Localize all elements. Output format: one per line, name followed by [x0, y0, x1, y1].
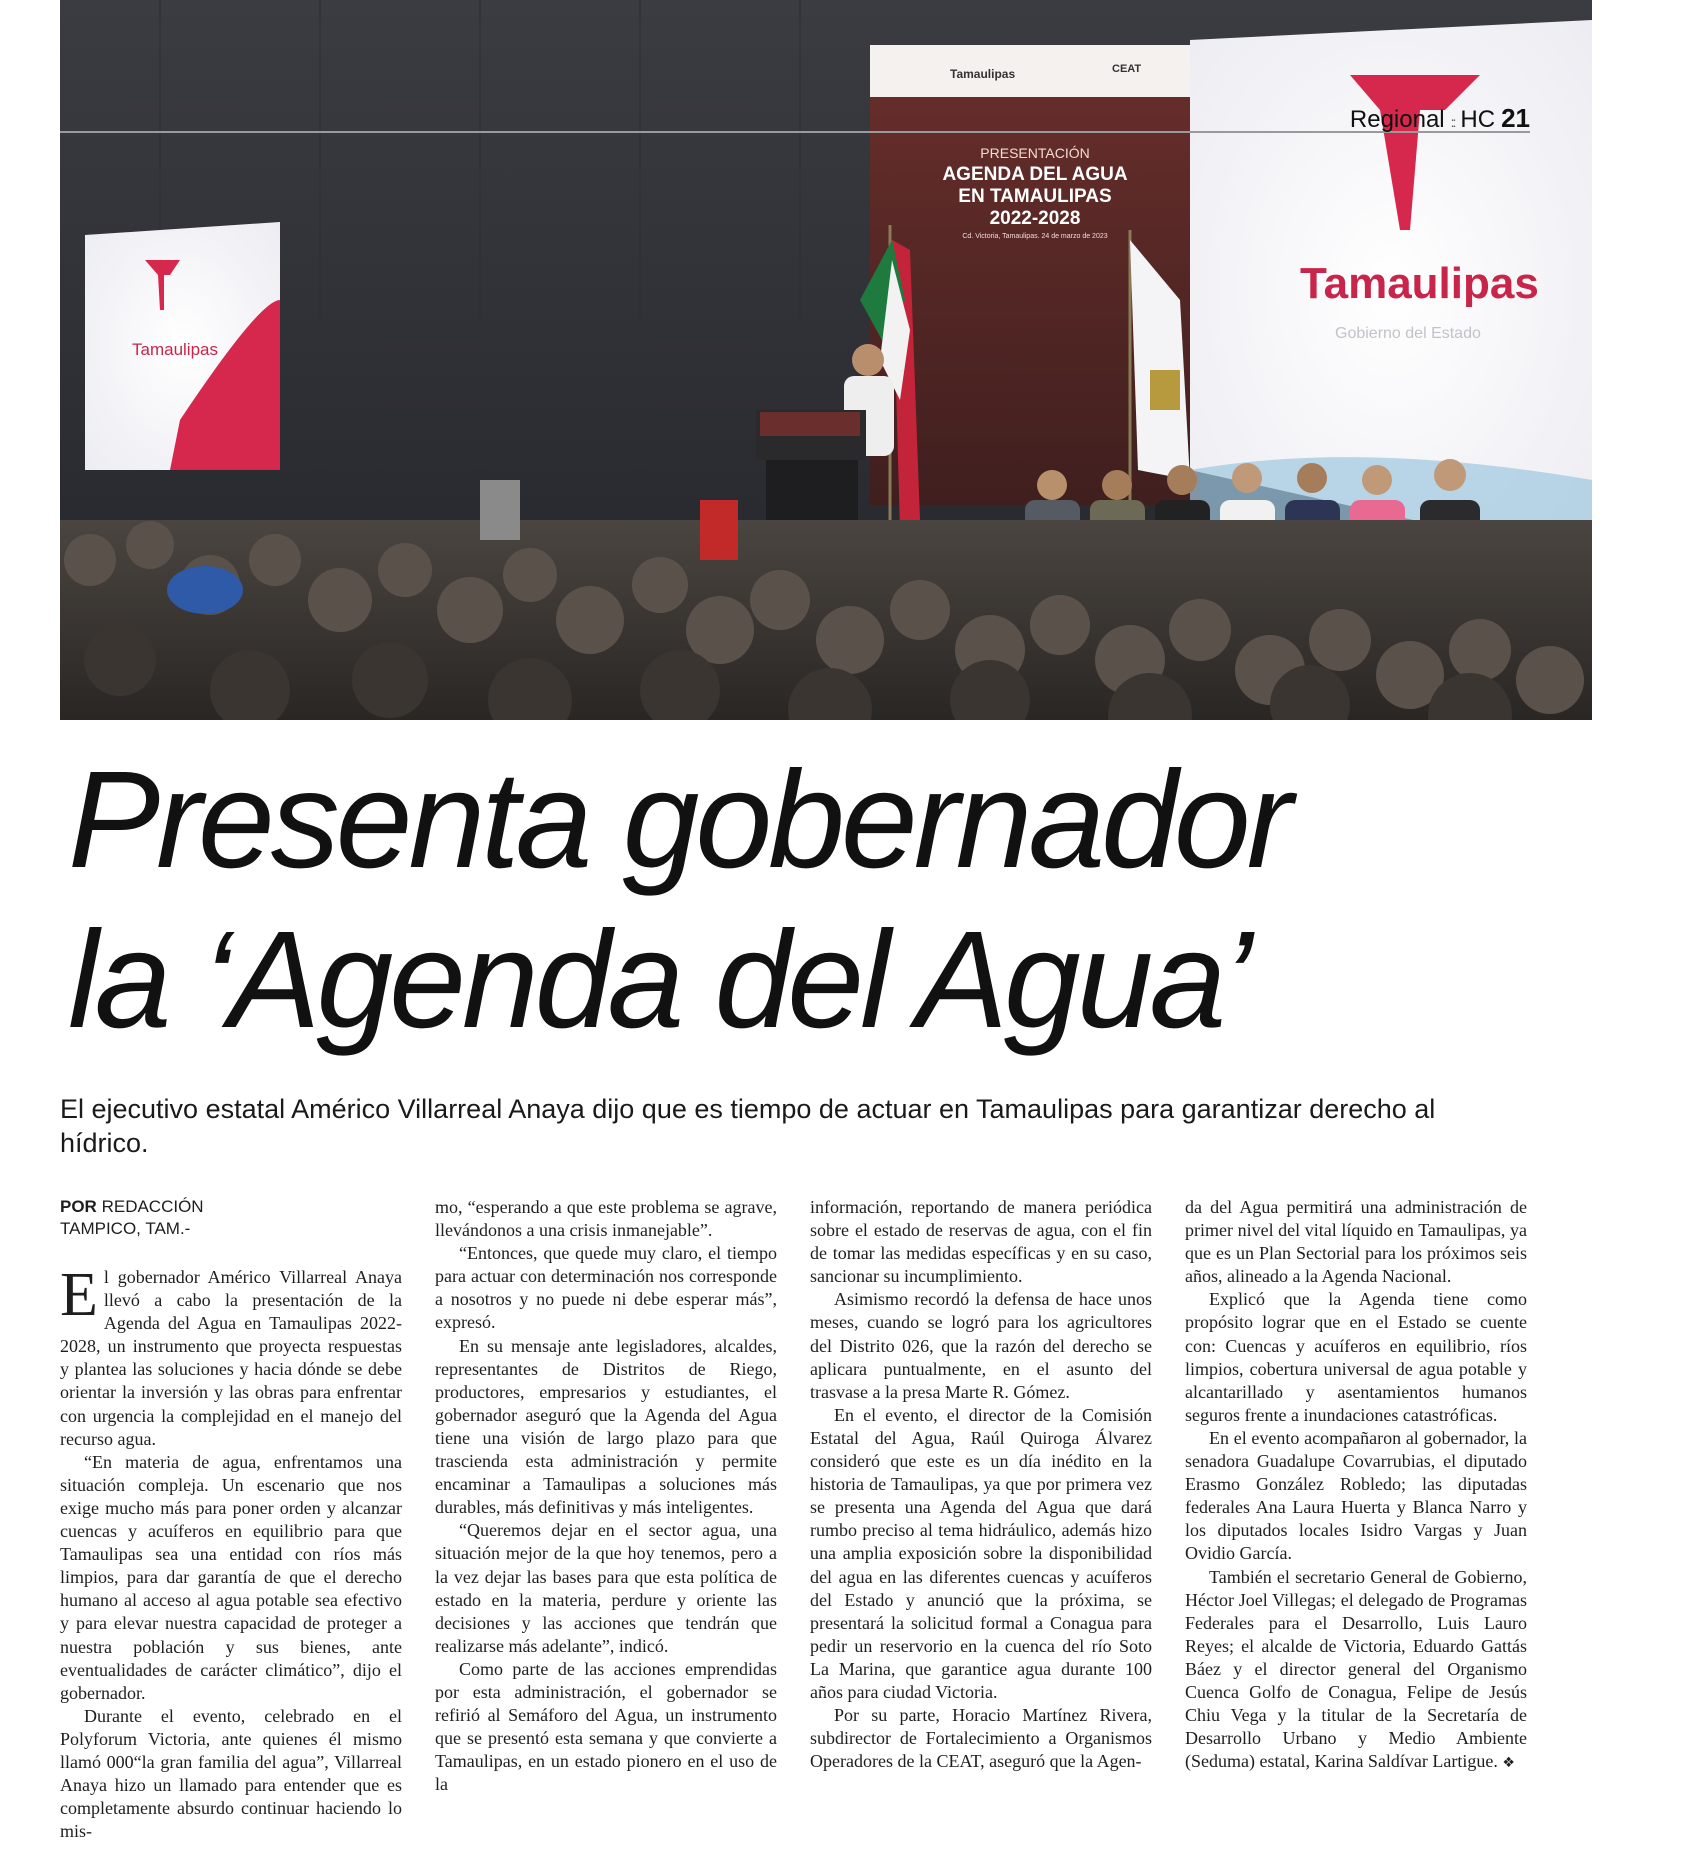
- section-dots: ::: [1450, 114, 1455, 130]
- body-paragraph: da del Agua permitirá una administración de primer nivel del vital líquido en Tamaulipas, ya que es un Plan Sectorial para los próximos seis años, alineado a la Agenda Nacional.: [1185, 1197, 1527, 1287]
- body-paragraph: Durante el evento, celebrado en el Polyforum Victoria, ante quienes él mismo llamó 000“la gran familia del agua”, Villarreal Anaya hizo un llamado para entender que es completamente absurdo continuar haciendo lo mis-: [60, 1705, 402, 1842]
- headline-line1: Presenta gobernador: [68, 743, 1289, 897]
- left-screen-brand: Tamaulipas: [132, 340, 218, 359]
- byline-por: POR: [60, 1197, 97, 1216]
- right-screen-sub: Gobierno del Estado: [1335, 325, 1481, 342]
- end-mark-icon: ❖: [1502, 1755, 1515, 1772]
- body-text: l gobernador Américo Villarreal Anaya llevó a cabo la presentación de la Agenda del Agua en Tamaulipas 2022-2028, un instrumento que proyecta respuestas y plantea las soluciones y hacia dónde se debe orientar la inversión y las obras para enfrentar con urgencia la complejidad en el manejo del recurso agua.: [60, 1267, 402, 1449]
- body-paragraph: Explicó que la Agenda tiene como propósito lograr que en el Estado se cuente con: Cuencas y acuíferos en equilibrio, ríos limpios, cobertura universal de agua potable y alcantarillado y asentamientos humanos seguros frente a inundaciones catastróficas.: [1185, 1289, 1527, 1425]
- section-tag: [1350, 103, 1530, 133]
- backdrop-line1: PRESENTACIÓN: [980, 145, 1090, 161]
- dateline: TAMPICO, TAM.-: [60, 1219, 191, 1238]
- section-name: Regional: [1349, 106, 1445, 133]
- body-paragraph: Por su parte, Horacio Martínez Rivera, subdirector de Fortalecimiento a Organismos Operadores de la CEAT, aseguró que la Agen-: [810, 1705, 1152, 1772]
- byline: [60, 1196, 402, 1240]
- left-screen: [85, 222, 280, 470]
- column-1: [60, 1196, 402, 1843]
- headline: [68, 740, 1628, 1060]
- body-paragraph: mo, “esperando a que este problema se agrave, llevándonos a una crisis inmanejable”.: [435, 1197, 777, 1241]
- body-paragraph: En el evento acompañaron al gobernador, la senadora Guadalupe Covarrubias, el diputado Erasmo González Robledo; las diputadas federales Ana Laura Huerta y Blanca Narro y los diputados locales Isidro Vargas y Juan Ovidio García.: [1185, 1427, 1527, 1564]
- backdrop-line2: AGENDA DEL AGUA: [942, 164, 1128, 185]
- column-3: [810, 1196, 1152, 1773]
- body-paragraph: información, reportando de manera periódica sobre el estado de reservas de agua, con el fin de tomar las medidas específicas y en su caso, sancionar su incumplimiento.: [810, 1197, 1152, 1287]
- right-screen-brand: Tamaulipas: [1300, 259, 1539, 308]
- body-paragraph: “Entonces, que quede muy claro, el tiempo para actuar con determinación nos corresponde a nosotros y no puede ni debe esperar más”, expresó.: [435, 1243, 777, 1333]
- deck-subheadline: El ejecutivo estatal Américo Villarreal Anaya dijo que es tiempo de actuar en Tamaulipas para garantizar derecho al hídrico.: [60, 1094, 1436, 1158]
- column-2: [435, 1196, 777, 1796]
- backdrop-line4: 2022-2028: [989, 208, 1081, 229]
- publication-brand: HC: [1460, 106, 1496, 133]
- backdrop-line3: EN TAMAULIPAS: [958, 186, 1112, 207]
- body-paragraph: “En materia de agua, enfrentamos una situación compleja. Un escenario que nos exige mucho más para poner orden y alcanzar cuencas y acuíferos en equilibrio para que Tamaulipas sea una entidad con ríos más limpios, para dar garantía de que el derecho humano al acceso al agua potable sea efectivo y para elevar nuestra capacidad de proteger a nuestra población y sus bienes, ante eventualidades de carácter climático”, dijo el gobernador.: [60, 1451, 402, 1703]
- page-number: 21: [1501, 103, 1530, 133]
- body-paragraph: Como parte de las acciones emprendidas por esta administración, el gobernador se refirió al Semáforo del Agua, un instrumento que se presentó esta semana y que convierte a Tamaulipas, en un estado pionero en el uso de la: [435, 1658, 777, 1795]
- body-paragraph: [1185, 1566, 1527, 1776]
- section-rule: [60, 131, 1530, 133]
- body-text: También el secretario General de Gobierno, Héctor Joel Villegas; el delegado de Programas Federales para el Desarrollo, Luis Lauro Reyes; el alcalde de Victoria, Eduardo Gattás Báez y el director general del Organismo Cuenca Golfo de Conagua, Felipe de Jesús Chiu Vega y la titular de la Secretaría de Desarrollo Urbano y Medio Ambiente (Seduma) estatal, Karina Saldívar Lartigue.: [1185, 1566, 1527, 1772]
- body-paragraph: Asimismo recordó la defensa de hace unos meses, cuando se logró para los agricultores del Distrito 026, que la razón del derecho se aplicara puntualmente, en el asunto del trasvase a la presa Marte R. Gómez.: [810, 1289, 1152, 1402]
- body-paragraph: “Queremos dejar en el sector agua, una situación mejor de la que hoy tenemos, pero a la vez dejar las bases para que esta política de estado en la materia, perdure y oriente las decisiones y las acciones que tendrán que realizarse más adelante”, indicó.: [435, 1520, 777, 1656]
- headline-line2: la ‘Agenda del Agua’: [68, 903, 1249, 1057]
- body-paragraph: En el evento, el director de la Comisión Estatal del Agua, Raúl Quiroga Álvarez consideró que este es un día inédito en la historia de Tamaulipas, ya que por primera vez se presenta una Agenda del Agua que dará rumbo preciso al tema hidráulico, además hizo una amplia exposición sobre la disponibilidad del agua en las diferentes cuencas y acuíferos del Estado y anunció que la próxima, se presentará la solicitud formal a Conagua para pedir un reservorio en la cuenca del río Soto La Marina, que garantice agua durante 100 años para ciudad Victoria.: [810, 1404, 1152, 1702]
- body-paragraph: En su mensaje ante legisladores, alcaldes, representantes de Distritos de Riego, productores, empresarios y estudiantes, el gobernador aseguró que la Agenda del Agua tiene una visión de largo plazo para que trascienda esta administración y permite encaminar a Tamaulipas a soluciones más durables, más definitivas y más inteligentes.: [435, 1335, 777, 1518]
- body-paragraph: [60, 1261, 402, 1451]
- byline-author: REDACCIÓN: [101, 1197, 204, 1216]
- column-4: [1185, 1196, 1527, 1775]
- backdrop-brand: Tamaulipas: [950, 67, 1016, 81]
- backdrop-line5: Cd. Victoria, Tamaulipas. 24 de marzo de 2023: [962, 233, 1108, 240]
- dropcap: E: [60, 1261, 98, 1329]
- backdrop-logo-ceat: CEAT: [1112, 63, 1142, 75]
